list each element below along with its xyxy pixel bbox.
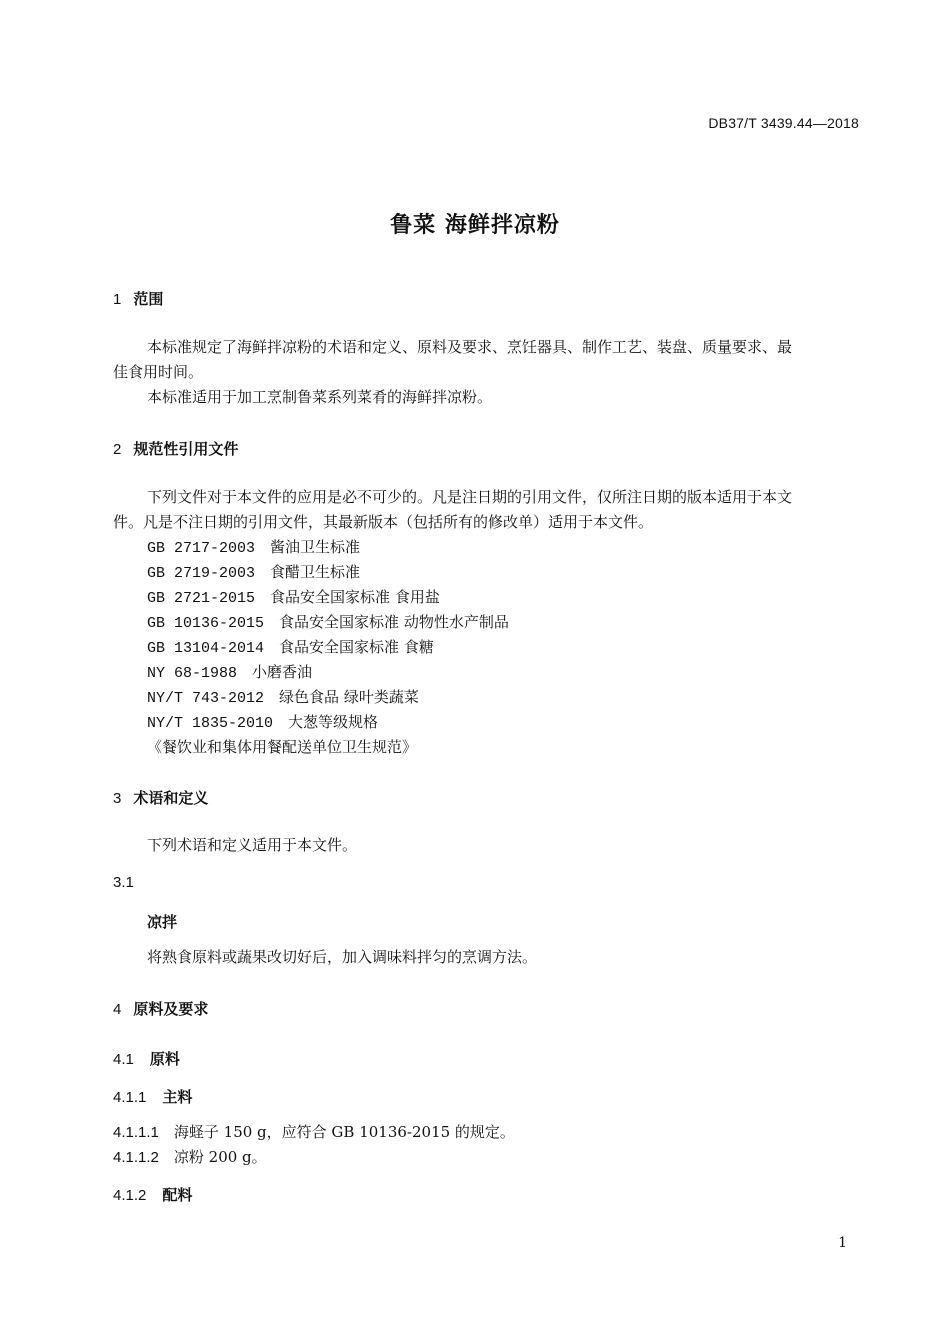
section-1-heading xyxy=(113,288,163,309)
standard-code: DB37/T 3439.44—2018 xyxy=(708,115,859,131)
paragraph: 佳食用时间。 xyxy=(113,363,204,381)
reference-item: NY 68-1988 小磨香油 xyxy=(147,663,313,682)
section-title: 范围 xyxy=(133,290,164,308)
paragraph: 本标准规定了海鲜拌凉粉的术语和定义、原料及要求、烹饪器具、制作工艺、装盘、质量要求、最 xyxy=(147,338,793,356)
section-number: 2 xyxy=(113,441,122,458)
reference-item: GB 2719-2003 食醋卫生标准 xyxy=(147,563,361,582)
reference-item: GB 13104-2014 食品安全国家标准 食糖 xyxy=(147,638,434,657)
section-number: 3 xyxy=(113,790,122,807)
section-title: 规范性引用文件 xyxy=(133,440,239,458)
section-2-heading xyxy=(113,438,238,459)
section-title: 原料及要求 xyxy=(133,1000,209,1018)
clause-item: 4.1.1.2 凉粉 200 g。 xyxy=(113,1148,267,1166)
paragraph: 下列术语和定义适用于本文件。 xyxy=(147,836,358,854)
subsection-4-1-heading: 4.1 原料 xyxy=(113,1050,180,1068)
reference-item: GB 2717-2003 酱油卫生标准 xyxy=(147,538,361,557)
subsection-4-1-2-heading: 4.1.2 配料 xyxy=(113,1186,193,1204)
reference-item: NY/T 743-2012 绿色食品 绿叶类蔬菜 xyxy=(147,688,419,707)
subsection-4-1-1-heading: 4.1.1 主料 xyxy=(113,1088,193,1106)
section-number: 4 xyxy=(113,1001,122,1018)
paragraph: 下列文件对于本文件的应用是必不可少的。凡是注日期的引用文件，仅所注日期的版本适用于本文 xyxy=(147,488,793,506)
section-number: 1 xyxy=(113,291,122,308)
term-heading: 凉拌 xyxy=(147,913,178,931)
reference-item: GB 2721-2015 食品安全国家标准 食用盐 xyxy=(147,588,440,607)
section-4-heading xyxy=(113,998,208,1019)
paragraph: 本标准适用于加工烹制鲁菜系列菜肴的海鲜拌凉粉。 xyxy=(147,388,493,406)
page-number: 1 xyxy=(838,1235,847,1251)
paragraph: 件。凡是不注日期的引用文件，其最新版本（包括所有的修改单）适用于本文件。 xyxy=(113,513,654,531)
term-definition: 将熟食原料或蔬果改切好后，加入调味料拌匀的烹调方法。 xyxy=(147,948,538,966)
reference-item: GB 10136-2015 食品安全国家标准 动物性水产制品 xyxy=(147,613,509,632)
reference-item: 《餐饮业和集体用餐配送单位卫生规范》 xyxy=(147,738,418,756)
document-title: 鲁菜 海鲜拌凉粉 xyxy=(390,213,560,238)
section-3-heading xyxy=(113,787,208,808)
reference-item: NY/T 1835-2010 大葱等级规格 xyxy=(147,713,379,732)
subsection-number: 3.1 xyxy=(113,874,134,891)
clause-item: 4.1.1.1 海蛏子 150 g，应符合 GB 10136-2015 的规定。 xyxy=(113,1123,515,1141)
section-title: 术语和定义 xyxy=(133,789,209,807)
